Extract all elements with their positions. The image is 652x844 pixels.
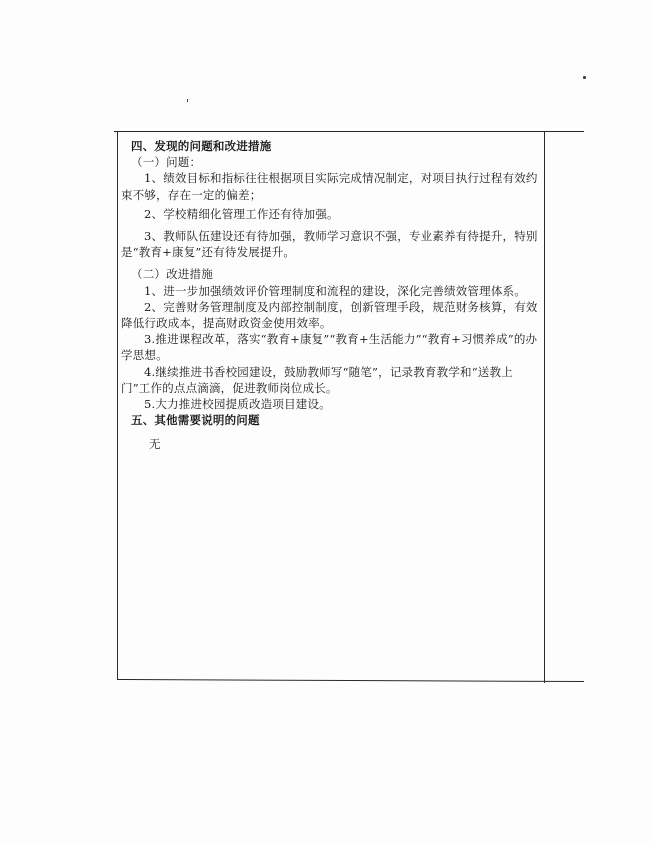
measure-item-1: 1、进一步加强绩效评价管理制度和流程的建设，深化完善绩效管理体系。: [144, 283, 526, 298]
table-right-border: [544, 131, 545, 683]
problem-item-1: 1、绩效目标和指标往往根据项目实际完成情况制定，对项目执行过程有效约束不够，存在一定的偏差；: [121, 171, 538, 202]
table-top-border: [114, 131, 584, 132]
table-bottom-border: [118, 679, 584, 682]
problem-item-3: 3、教师队伍建设还有待加强，教师学习意识不强，专业素养有待提升，特别是“教育+康复”还有待发展提升。: [121, 229, 538, 260]
section-five-heading: 五、其他需要说明的问题: [131, 413, 260, 428]
measure-item-2: 2、完善财务管理制度及内部控制制度，创新管理手段，规范财务核算，有效降低行政成本，提高财政资金使用效率。: [121, 299, 538, 331]
scan-speck: [187, 99, 188, 102]
problems-heading: （一）问题：: [131, 155, 202, 170]
problem-item-2: 2、学校精细化管理工作还有待加强。: [144, 206, 339, 221]
scan-speck: [583, 76, 586, 79]
section-five-content: 无: [149, 437, 161, 452]
measure-item-5: 5.大力推进校园提质改造项目建设。: [144, 397, 331, 412]
measure-item-3: 3.推进课程改革，落实“教育+康复”“教育+生活能力”“教育+习惯养成”的办学思想。: [121, 332, 538, 363]
table-left-border: [117, 131, 118, 680]
section-four-heading: 四、发现的问题和改进措施: [131, 139, 272, 153]
report-cell: [121, 138, 541, 453]
measure-item-4: 4.继续推进书香校园建设，鼓励教师写“随笔”，记录教育教学和“送教上门”工作的点点滴滴，促进教师岗位成长。: [121, 364, 513, 395]
measures-heading: （二）改进措施: [131, 267, 213, 282]
